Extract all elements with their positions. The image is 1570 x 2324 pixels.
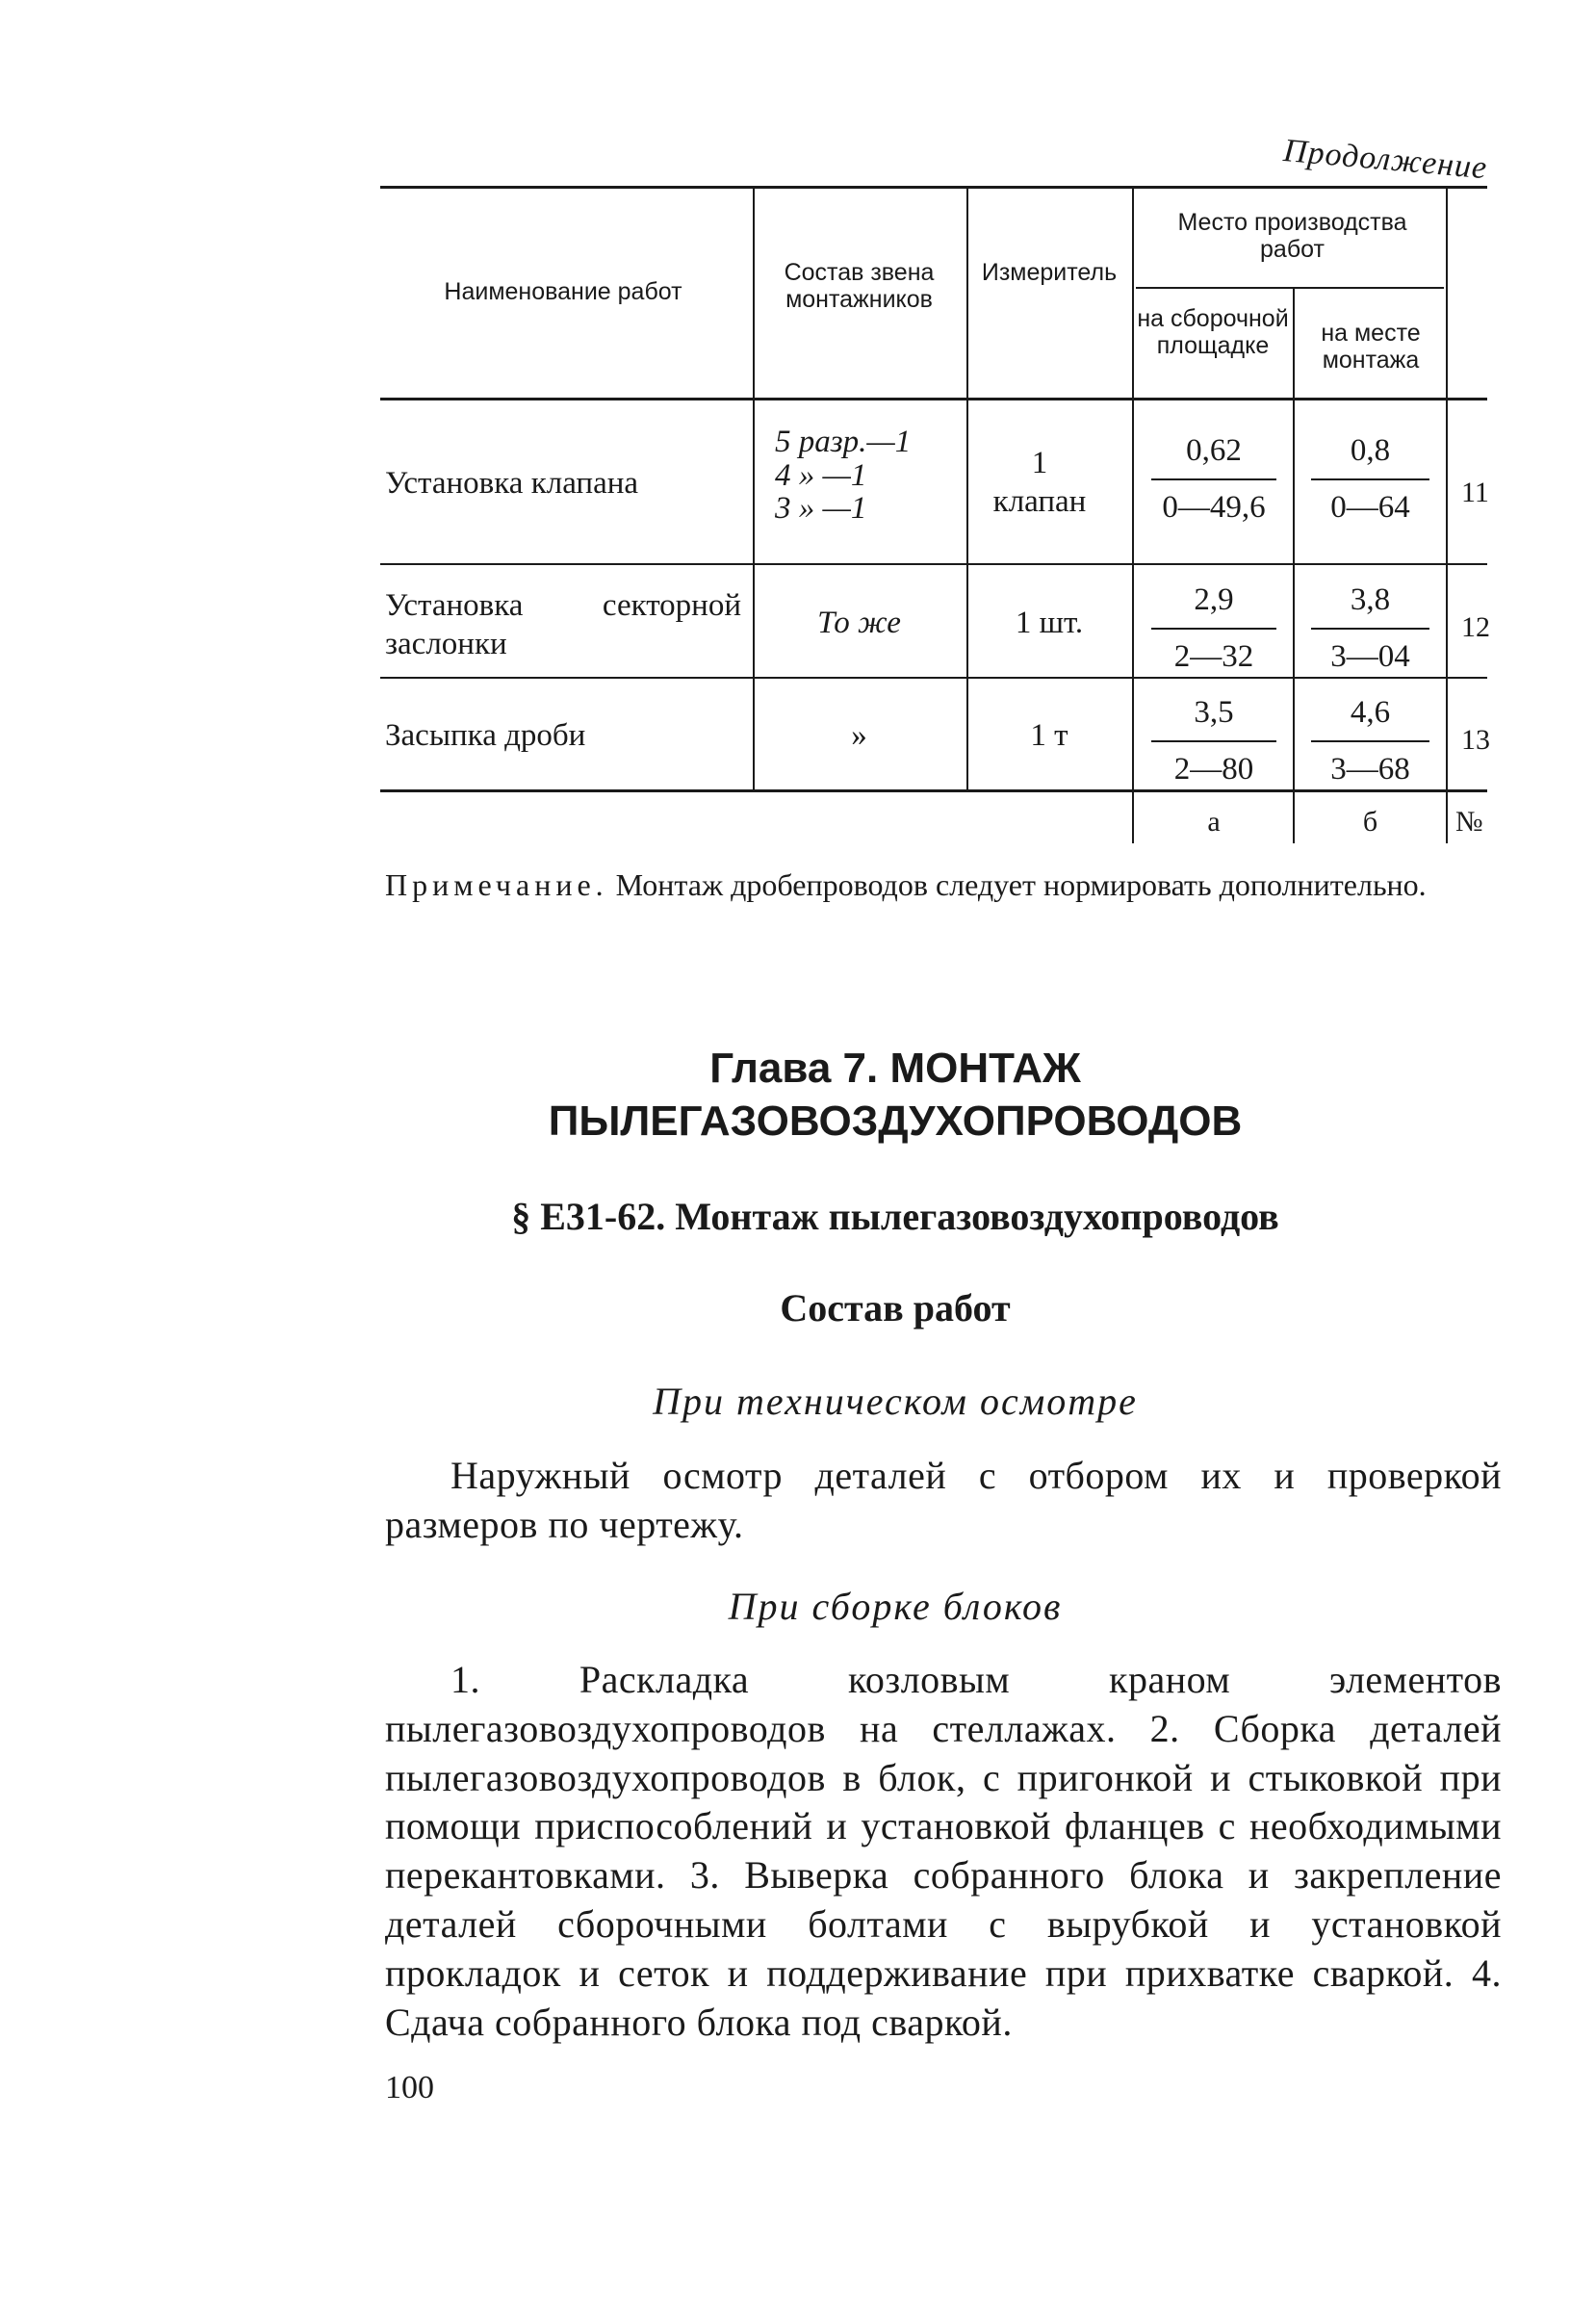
header-crew: Состав звена монтажников: [784, 259, 935, 313]
row3-crew: »: [851, 718, 867, 753]
footer-col-number: №: [1455, 806, 1483, 838]
row2-unit: 1 шт.: [1015, 606, 1084, 640]
row2-assembly-time: 2,9: [1194, 582, 1234, 617]
row3-assembly-price: 2—80: [1173, 752, 1254, 787]
place-header-rule: [1136, 287, 1444, 289]
row2-name: Установка секторной заслонки: [385, 588, 741, 661]
assembly-heading: При сборке блоков: [728, 1585, 1063, 1628]
fraction-bar: [1311, 628, 1429, 630]
row1-crew-line: 5 разр.—1: [775, 425, 912, 459]
row1-crew-line: 3 » —1: [775, 491, 867, 527]
header-mounting: на месте монтажа: [1321, 320, 1421, 374]
col-rule-4: [1293, 289, 1295, 843]
fraction-bar: [1311, 740, 1429, 742]
row3-mounting-price: 3—68: [1330, 752, 1410, 787]
row2-rule: [380, 677, 1487, 679]
row1-crew-line: 4 » —1: [775, 457, 867, 493]
row1-unit: 1 клапан: [992, 446, 1087, 519]
col-rule-2: [966, 189, 968, 789]
row3-mounting-rate: [1296, 695, 1445, 788]
row2-crew: То же: [817, 606, 901, 640]
inspection-heading: При техническом осмотре: [653, 1380, 1138, 1423]
continuation-label: Продолжение: [1281, 133, 1489, 187]
row3-assembly-time: 3,5: [1194, 695, 1234, 730]
row2-mounting-rate: [1296, 582, 1445, 675]
row3-number: 13: [1461, 724, 1490, 756]
row1-name: Установка клапана: [385, 466, 639, 501]
row2-assembly-rate: [1136, 582, 1292, 675]
row3-assembly-rate: [1136, 695, 1292, 788]
row1-mounting-price: 0—64: [1330, 490, 1410, 525]
row1-number: 11: [1461, 477, 1489, 508]
table-top-rule: [380, 186, 1487, 189]
inspection-text: Наружный осмотр деталей с отбором их и проверкой размеров по чертежу.: [385, 1454, 1502, 1546]
header-assembly: на сборочной площадке: [1137, 305, 1289, 359]
row1-assembly-time: 0,62: [1186, 433, 1242, 468]
chapter-title: [289, 1042, 1502, 1148]
assembly-text: 1. Раскладка козловым краном элементов пылегазовоздухопроводов на стеллажах. 2. Сборка деталей пылегазовоздухопроводов в блок, с пригонкой и стыковкой при помощи приспособлений и установкой фланцев с необходимыми перекантовками. 3. Выверка собранного блока и закрепление деталей сборочными болтами с вырубкой и установкой прокладок и сеток и поддерживание при прихватке сваркой. 4. Сдача собранного блока под сваркой.: [385, 1658, 1502, 2044]
row3-name: Засыпка дроби: [385, 718, 586, 753]
table-note: [385, 866, 1502, 903]
row3-unit: 1 т: [1030, 718, 1068, 753]
col-rule-1: [753, 189, 755, 789]
fraction-bar: [1151, 478, 1276, 480]
chapter-title-line2: ПЫЛЕГАЗОВОЗДУХОПРОВОДОВ: [548, 1097, 1243, 1145]
row2-assembly-price: 2—32: [1173, 639, 1254, 674]
row2-mounting-time: 3,8: [1350, 582, 1391, 617]
row1-crew: [775, 426, 911, 526]
note-text: Монтаж дробепроводов следует нормировать дополнительно.: [615, 867, 1427, 902]
footer-col-b: б: [1362, 806, 1378, 838]
footer-col-a: а: [1207, 806, 1221, 838]
subtitle: Состав работ: [780, 1286, 1011, 1330]
col-rule-3: [1132, 189, 1134, 843]
header-bottom-rule: [380, 398, 1487, 400]
header-place: Место производства работ: [1177, 209, 1407, 263]
col-rule-5: [1446, 189, 1448, 843]
table-bottom-rule: [380, 789, 1487, 792]
fraction-bar: [1311, 478, 1429, 480]
row2-number: 12: [1461, 611, 1490, 643]
note-label: Примечание.: [385, 867, 608, 902]
section-title: § Е31-62. Монтаж пылегазовоздухопроводов: [511, 1195, 1279, 1238]
fraction-bar: [1151, 628, 1276, 630]
header-unit: Измеритель: [981, 259, 1118, 286]
header-name: Наименование работ: [444, 278, 682, 305]
row1-mounting-time: 0,8: [1350, 433, 1391, 468]
row3-mounting-time: 4,6: [1350, 695, 1391, 730]
row1-assembly-rate: [1136, 433, 1292, 526]
page-number: 100: [385, 2070, 434, 2105]
row2-mounting-price: 3—04: [1330, 639, 1410, 674]
row1-rule: [380, 563, 1487, 565]
fraction-bar: [1151, 740, 1276, 742]
row1-mounting-rate: [1296, 433, 1445, 526]
chapter-title-line1: Глава 7. МОНТАЖ: [709, 1045, 1081, 1092]
row1-assembly-price: 0—49,6: [1162, 490, 1266, 525]
